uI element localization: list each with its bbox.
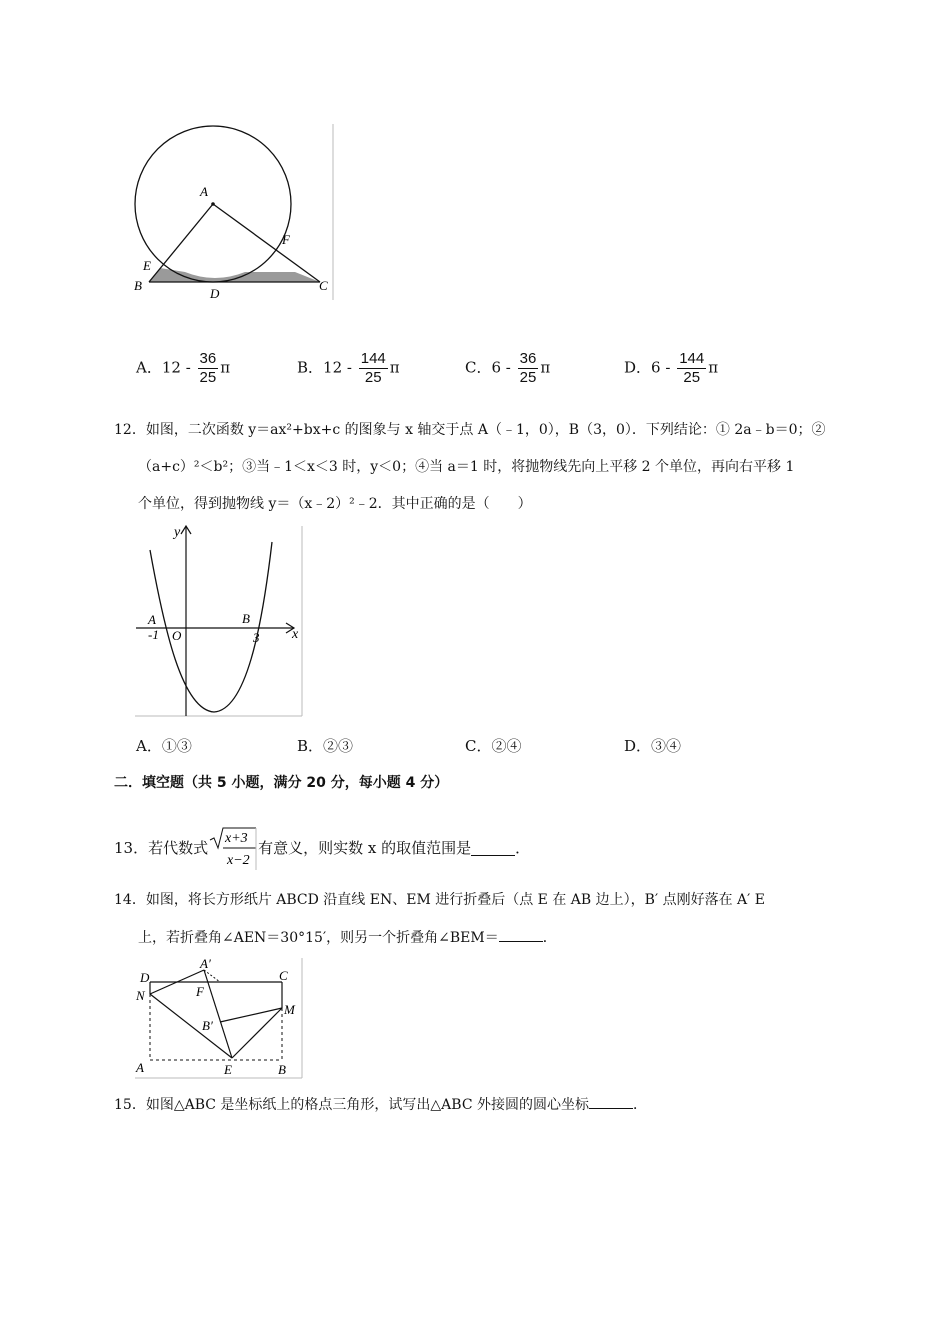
label-C: C bbox=[319, 278, 328, 293]
label-neg1: -1 bbox=[148, 627, 159, 642]
fraction: $\frac{144}{25}$ bbox=[679, 350, 705, 386]
label-B: B bbox=[278, 1062, 286, 1077]
q15: 15．如图△ABC 是坐标纸上的格点三角形，试写出△ABC 外接圆的圆心坐标 ． bbox=[114, 1094, 647, 1115]
fraction: $\frac{36}{25}$ bbox=[199, 350, 217, 386]
shaded-region bbox=[149, 268, 320, 282]
q14-line-1: 14．如图，将长方形纸片 ABCD 沿直线 EN、EM 进行折叠后（点 E 在 AB 边上），B′ 点刚好落在 A′ E bbox=[114, 892, 765, 908]
label-A: A bbox=[136, 1060, 144, 1075]
fraction: $\frac{144}{25}$ bbox=[360, 350, 386, 386]
label-O: O bbox=[172, 628, 182, 643]
q11-option-a[interactable]: A．12 - $\frac{36}{25}$ π bbox=[136, 350, 231, 386]
q12-line-1: 12．如图，二次函数 y＝ax²+bx+c 的图象与 x 轴交于点 A（﹣1，0），B（3，0）．下列结论：① 2a﹣b＝0；② bbox=[114, 422, 826, 438]
svg-text:x+3: x+3 bbox=[225, 831, 248, 846]
label-E: E bbox=[143, 258, 151, 273]
q11-option-d[interactable]: D．6 - $\frac{144}{25}$ π bbox=[624, 350, 719, 386]
label-B-prime: B′ bbox=[202, 1018, 213, 1033]
q14-figure bbox=[134, 956, 306, 1082]
label-A: A bbox=[200, 184, 208, 199]
q12-line-2: （a+c）²＜b²；③当﹣1＜x＜3 时，y＜0；④当 a＝1 时，将抛物线先向上平移 2 个单位，再向右平移 1 bbox=[138, 459, 795, 475]
q14-line-2: 上，若折叠角∠AEN＝30°15′，则另一个折叠角∠BEM＝ ． bbox=[138, 927, 557, 948]
answer-blank[interactable] bbox=[499, 927, 543, 942]
q12-option-c[interactable]: C．②④ bbox=[465, 737, 522, 755]
svg-text:x−2: x−2 bbox=[227, 853, 250, 868]
section-heading: 二．填空题（共 5 小题，满分 20 分，每小题 4 分） bbox=[114, 775, 449, 791]
label-D: D bbox=[140, 970, 150, 985]
fraction: $\frac{36}{25}$ bbox=[519, 350, 537, 386]
label-B: B bbox=[242, 611, 250, 626]
label-M: M bbox=[284, 1002, 295, 1017]
label-C: C bbox=[279, 968, 288, 983]
answer-blank[interactable] bbox=[471, 841, 515, 856]
sqrt-expression bbox=[208, 826, 258, 870]
label-B: B bbox=[134, 278, 142, 293]
label-D: D bbox=[210, 286, 220, 301]
q12-line-3: 个单位，得到抛物线 y＝（x﹣2）²﹣2．其中正确的是（ ） bbox=[138, 496, 532, 512]
label-x: x bbox=[292, 627, 299, 642]
q11-option-c[interactable]: C．6 - $\frac{36}{25}$ π bbox=[465, 350, 551, 386]
q12-figure bbox=[134, 522, 306, 720]
label-E: E bbox=[224, 1062, 232, 1077]
q12-option-b[interactable]: B．②③ bbox=[297, 737, 354, 755]
q12-option-a[interactable]: A．①③ bbox=[136, 737, 192, 755]
label-F: F bbox=[196, 984, 204, 999]
parabola bbox=[150, 542, 272, 712]
label-A: A bbox=[148, 612, 156, 627]
label-A-prime: A′ bbox=[200, 956, 211, 971]
label-N: N bbox=[136, 988, 145, 1003]
label-F: F bbox=[282, 232, 290, 247]
q11-option-b[interactable]: B．12 - $\frac{144}{25}$ π bbox=[297, 350, 400, 386]
q13: 13．若代数式 x+3 x−2 有意义，则实数 x 的取值范围是 ． bbox=[114, 826, 530, 870]
label-3: 3 bbox=[253, 630, 260, 645]
label-y: y bbox=[174, 525, 181, 540]
answer-blank[interactable] bbox=[589, 1094, 633, 1109]
q12-option-d[interactable]: D．③④ bbox=[624, 737, 682, 755]
q11-figure bbox=[130, 122, 340, 304]
